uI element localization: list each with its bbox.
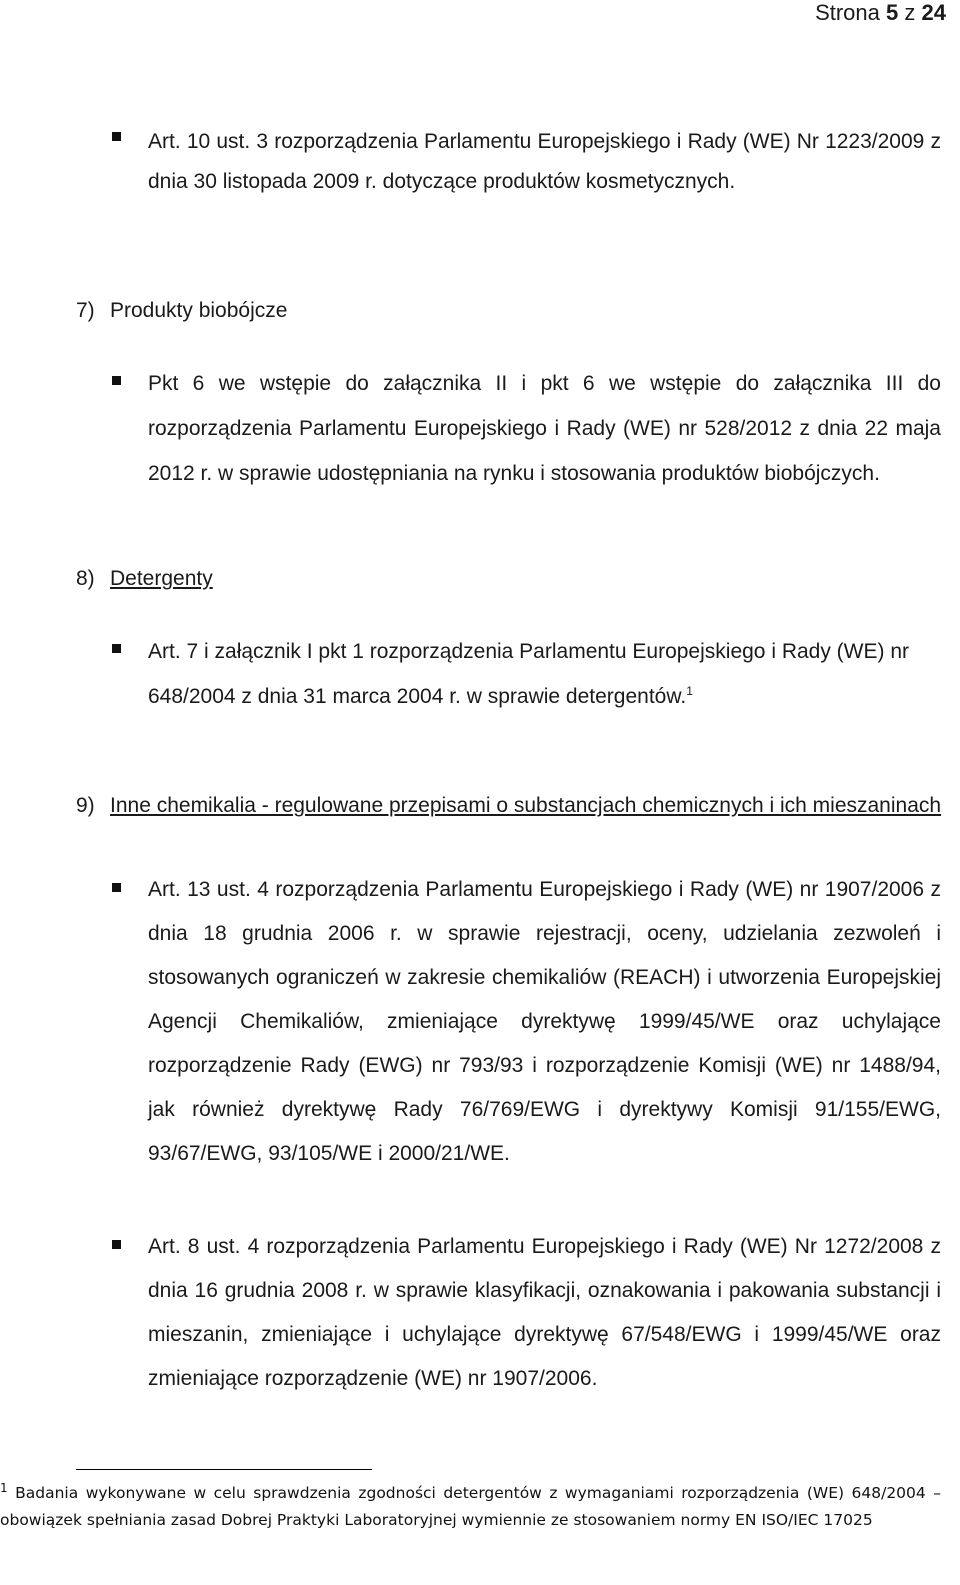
- bullet-square-icon: [112, 883, 121, 892]
- footnote-marker: 1: [0, 1480, 8, 1495]
- section-title: Detergenty: [110, 567, 213, 590]
- bullet-square-icon: [112, 132, 121, 141]
- bullet-detergents: [148, 629, 941, 719]
- bullet-square-icon: [112, 1240, 121, 1249]
- bullet-biocides: [148, 361, 941, 496]
- footnote-text: Badania wykonywane w celu sprawdzenia zgodności detergentów z wymaganiami rozporządzenia (WE) 648/2004 – obowiązek spełniania zasad Dobrej Praktyki Laboratoryjnej wymiennie ze stosowaniem normy EN ISO/IEC 17025: [0, 1484, 941, 1529]
- footnote: [0, 1480, 941, 1534]
- section-heading-8: [76, 564, 213, 594]
- bullet-text: Pkt 6 we wstępie do załącznika II i pkt 6 we wstępie do załącznika III do rozporządzenia Parlamentu Europejskiego i Rady (WE) nr 528/2012 z dnia 22 maja 2012 r. w sprawie udostępniania na rynku i stosowania produktów biobójczych.: [148, 372, 941, 485]
- bullet-square-icon: [112, 376, 121, 385]
- page-label: Strona: [815, 0, 880, 25]
- section-heading-7: [76, 296, 287, 326]
- section-title: Inne chemikalia - regulowane przepisami o substancjach chemicznych i ich mieszaninach: [110, 794, 942, 817]
- bullet-reach: [148, 868, 941, 1176]
- footnote-separator: [76, 1469, 372, 1470]
- footnote-reference[interactable]: 1: [686, 684, 693, 698]
- page-current: 5: [886, 0, 899, 25]
- page-total: 24: [921, 0, 946, 25]
- page-separator: z: [904, 0, 916, 25]
- section-number: 9): [76, 794, 95, 817]
- bullet-cosmetics: [148, 122, 941, 202]
- bullet-clp: [148, 1225, 941, 1401]
- bullet-text: Art. 13 ust. 4 rozporządzenia Parlamentu Europejskiego i Rady (WE) nr 1907/2006 z dnia 18 grudnia 2006 r. w sprawie rejestracji, oceny, udzielania zezwoleń i stosowanych ograniczeń w zakresie chemikaliów (REACH) i utworzenia Europejskiej Agencji Chemikaliów, zmieniające dyrektywę 1999/45/WE oraz uchylające rozporządzenie Rady (EWG) nr 793/93 i rozporządzenie Komisji (WE) nr 1488/94, jak również dyrektywę Rady 76/769/EWG i dyrektywy Komisji 91/155/EWG, 93/67/EWG, 93/105/WE i 2000/21/WE.: [148, 878, 941, 1165]
- bullet-text: Art. 10 ust. 3 rozporządzenia Parlamentu Europejskiego i Rady (WE) Nr 1223/2009 z dnia 30 listopada 2009 r. dotyczące produktów kosmetycznych.: [148, 130, 941, 193]
- section-title: Produkty biobójcze: [110, 299, 288, 322]
- bullet-text-body: Art. 7 i załącznik I pkt 1 rozporządzenia Parlamentu Europejskiego i Rady (WE) nr 648/2004 z dnia 31 marca 2004 r. w sprawie detergentów.: [148, 640, 909, 708]
- section-number: 7): [76, 299, 95, 322]
- page-number: [815, 0, 946, 26]
- section-heading-9: [76, 785, 944, 867]
- bullet-text: [148, 629, 941, 719]
- bullet-text: Art. 8 ust. 4 rozporządzenia Parlamentu Europejskiego i Rady (WE) Nr 1272/2008 z dnia 16 grudnia 2008 r. w sprawie klasyfikacji, oznakowania i pakowania substancji i mieszanin, zmieniające i uchylające dyrektywę 67/548/EWG i 1999/45/WE oraz zmieniające rozporządzenie (WE) nr 1907/2006.: [148, 1235, 941, 1390]
- section-number: 8): [76, 567, 95, 590]
- bullet-square-icon: [112, 644, 121, 653]
